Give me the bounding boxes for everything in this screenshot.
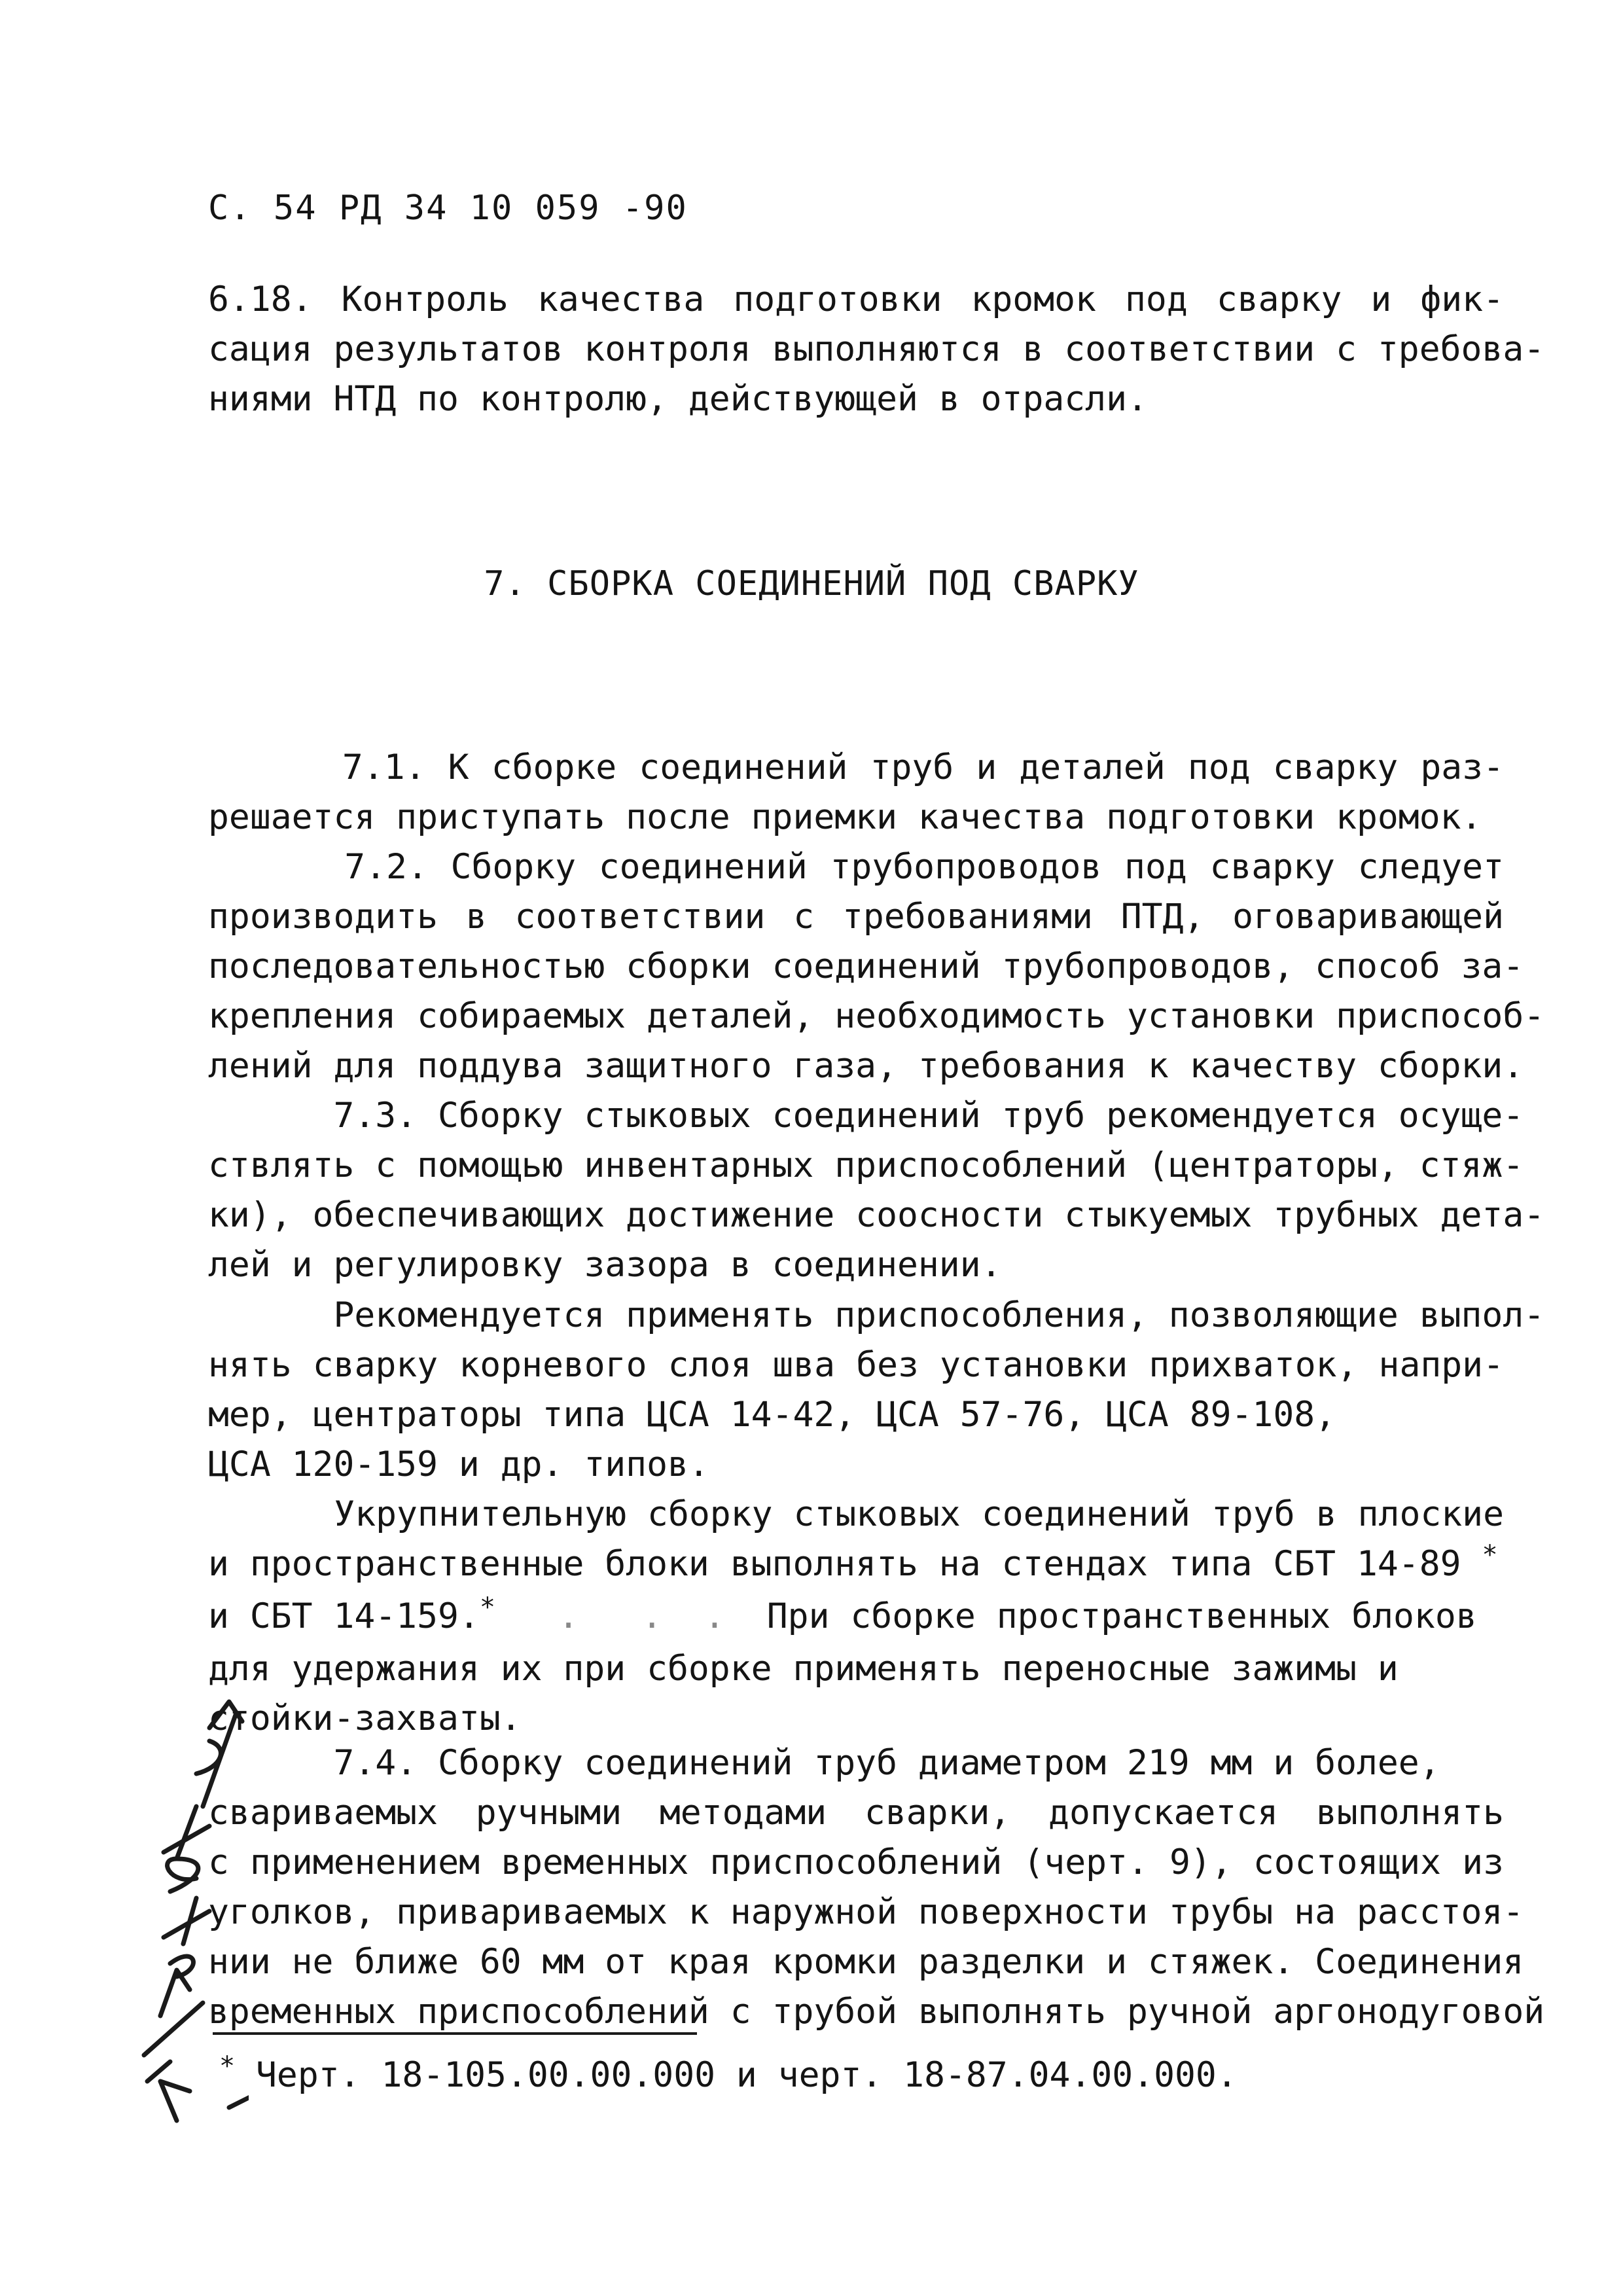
paragraph-enlargement-assembly [208, 1490, 1504, 1744]
text-line: 7.2. Сборку соединений трубопроводов под сварку следует [208, 847, 1504, 887]
text-line: 7.1. К сборке соединений труб и деталей под сварку раз- [208, 747, 1504, 787]
section-title: 7. СБОРКА СОЕДИНЕНИЙ ПОД СВАРКУ [484, 564, 1139, 603]
text-line: сация результатов контроля выполняются в соответствии с требова- [208, 329, 1545, 369]
text-line: ствлять с помощью инвентарных приспособлений (центраторы, стяж- [208, 1145, 1524, 1185]
text-line: временных приспособлений с трубой выполнять ручной аргонодуговой [208, 1992, 1545, 2032]
footnote-divider [213, 2032, 697, 2035]
text-line: ниями НТД по контролю, действующей в отрасли. [208, 379, 1148, 419]
text-line: Укрупнительную сборку стыковых соединений труб в плоские [208, 1494, 1504, 1534]
text-line: последовательностью сборки соединений трубопроводов, способ за- [208, 946, 1524, 986]
footnote-text: Черт. 18-105.00.00.000 и черт. 18-87.04.00.000. [256, 2055, 1238, 2095]
text-line: уголков, привариваемых к наружной поверхности трубы на расстоя- [208, 1892, 1524, 1932]
text-line: стойки-захваты. [208, 1698, 522, 1738]
text-line: крепления собираемых деталей, необходимость установки приспособ- [208, 996, 1545, 1036]
paragraph-7-1 [208, 743, 1504, 842]
text-line: ки), обеспечивающих достижение соосности стыкуемых трубных дета- [208, 1195, 1545, 1235]
text-segment: При сборке пространственных блоков [766, 1596, 1477, 1636]
paragraph-recommendation [208, 1291, 1545, 1490]
smudge-mark: . . . [495, 1596, 767, 1636]
paragraph-7-2 [208, 842, 1545, 1091]
paragraph-6-18 [208, 275, 1545, 424]
footnote-marker: * [219, 2051, 236, 2081]
text-line [208, 1539, 1504, 1592]
text-line: нять сварку корневого слоя шва без установки прихваток, напри- [208, 1345, 1504, 1385]
text-line: лений для поддува защитного газа, требования к качеству сборки. [208, 1046, 1524, 1086]
text-line: Рекомендуется применять приспособления, позволяющие выпол- [208, 1295, 1545, 1335]
text-line: 7.3. Сборку стыковых соединений труб рекомендуется осуще- [208, 1096, 1524, 1136]
footnote-marker: * [479, 1592, 495, 1623]
paragraph-7-3 [208, 1091, 1545, 1290]
paragraph-7-4 [208, 1738, 1545, 2037]
page-header: С. 54 РД 34 10 059 -90 [208, 188, 688, 228]
text-line: с применением временных приспособлений (черт. 9), состоящих из [208, 1842, 1504, 1882]
text-segment: и пространственные блоки выполнять на стендах типа СБТ 14-89 [208, 1544, 1461, 1584]
text-line: нии не ближе 60 мм от края кромки разделки и стяжек. Соединения [208, 1942, 1524, 1982]
text-line: для удержания их при сборке применять переносные зажимы и [208, 1649, 1399, 1689]
text-line: ЦСА 120-159 и др. типов. [208, 1444, 709, 1484]
text-line: свариваемых ручными методами сварки, допускается выполнять [208, 1793, 1504, 1833]
text-line: 7.4. Сборку соединений труб диаметром 219 мм и более, [208, 1743, 1440, 1783]
text-line [208, 1592, 1504, 1644]
text-line: лей и регулировку зазора в соединении. [208, 1245, 1002, 1285]
text-line: производить в соответствии с требованиями ПТД, оговаривающей [208, 897, 1504, 937]
footnote [219, 2051, 1238, 2095]
text-segment: и СБТ 14-159. [208, 1596, 480, 1636]
text-line: решается приступать после приемки качества подготовки кромок. [208, 797, 1482, 837]
handwritten-margin-note [98, 1662, 249, 2134]
text-line: мер, центраторы типа ЦСА 14-42, ЦСА 57-76, ЦСА 89-108, [208, 1395, 1336, 1435]
text-line: 6.18. Контроль качества подготовки кромок под сварку и фик- [208, 279, 1504, 319]
footnote-marker: * [1482, 1540, 1498, 1570]
